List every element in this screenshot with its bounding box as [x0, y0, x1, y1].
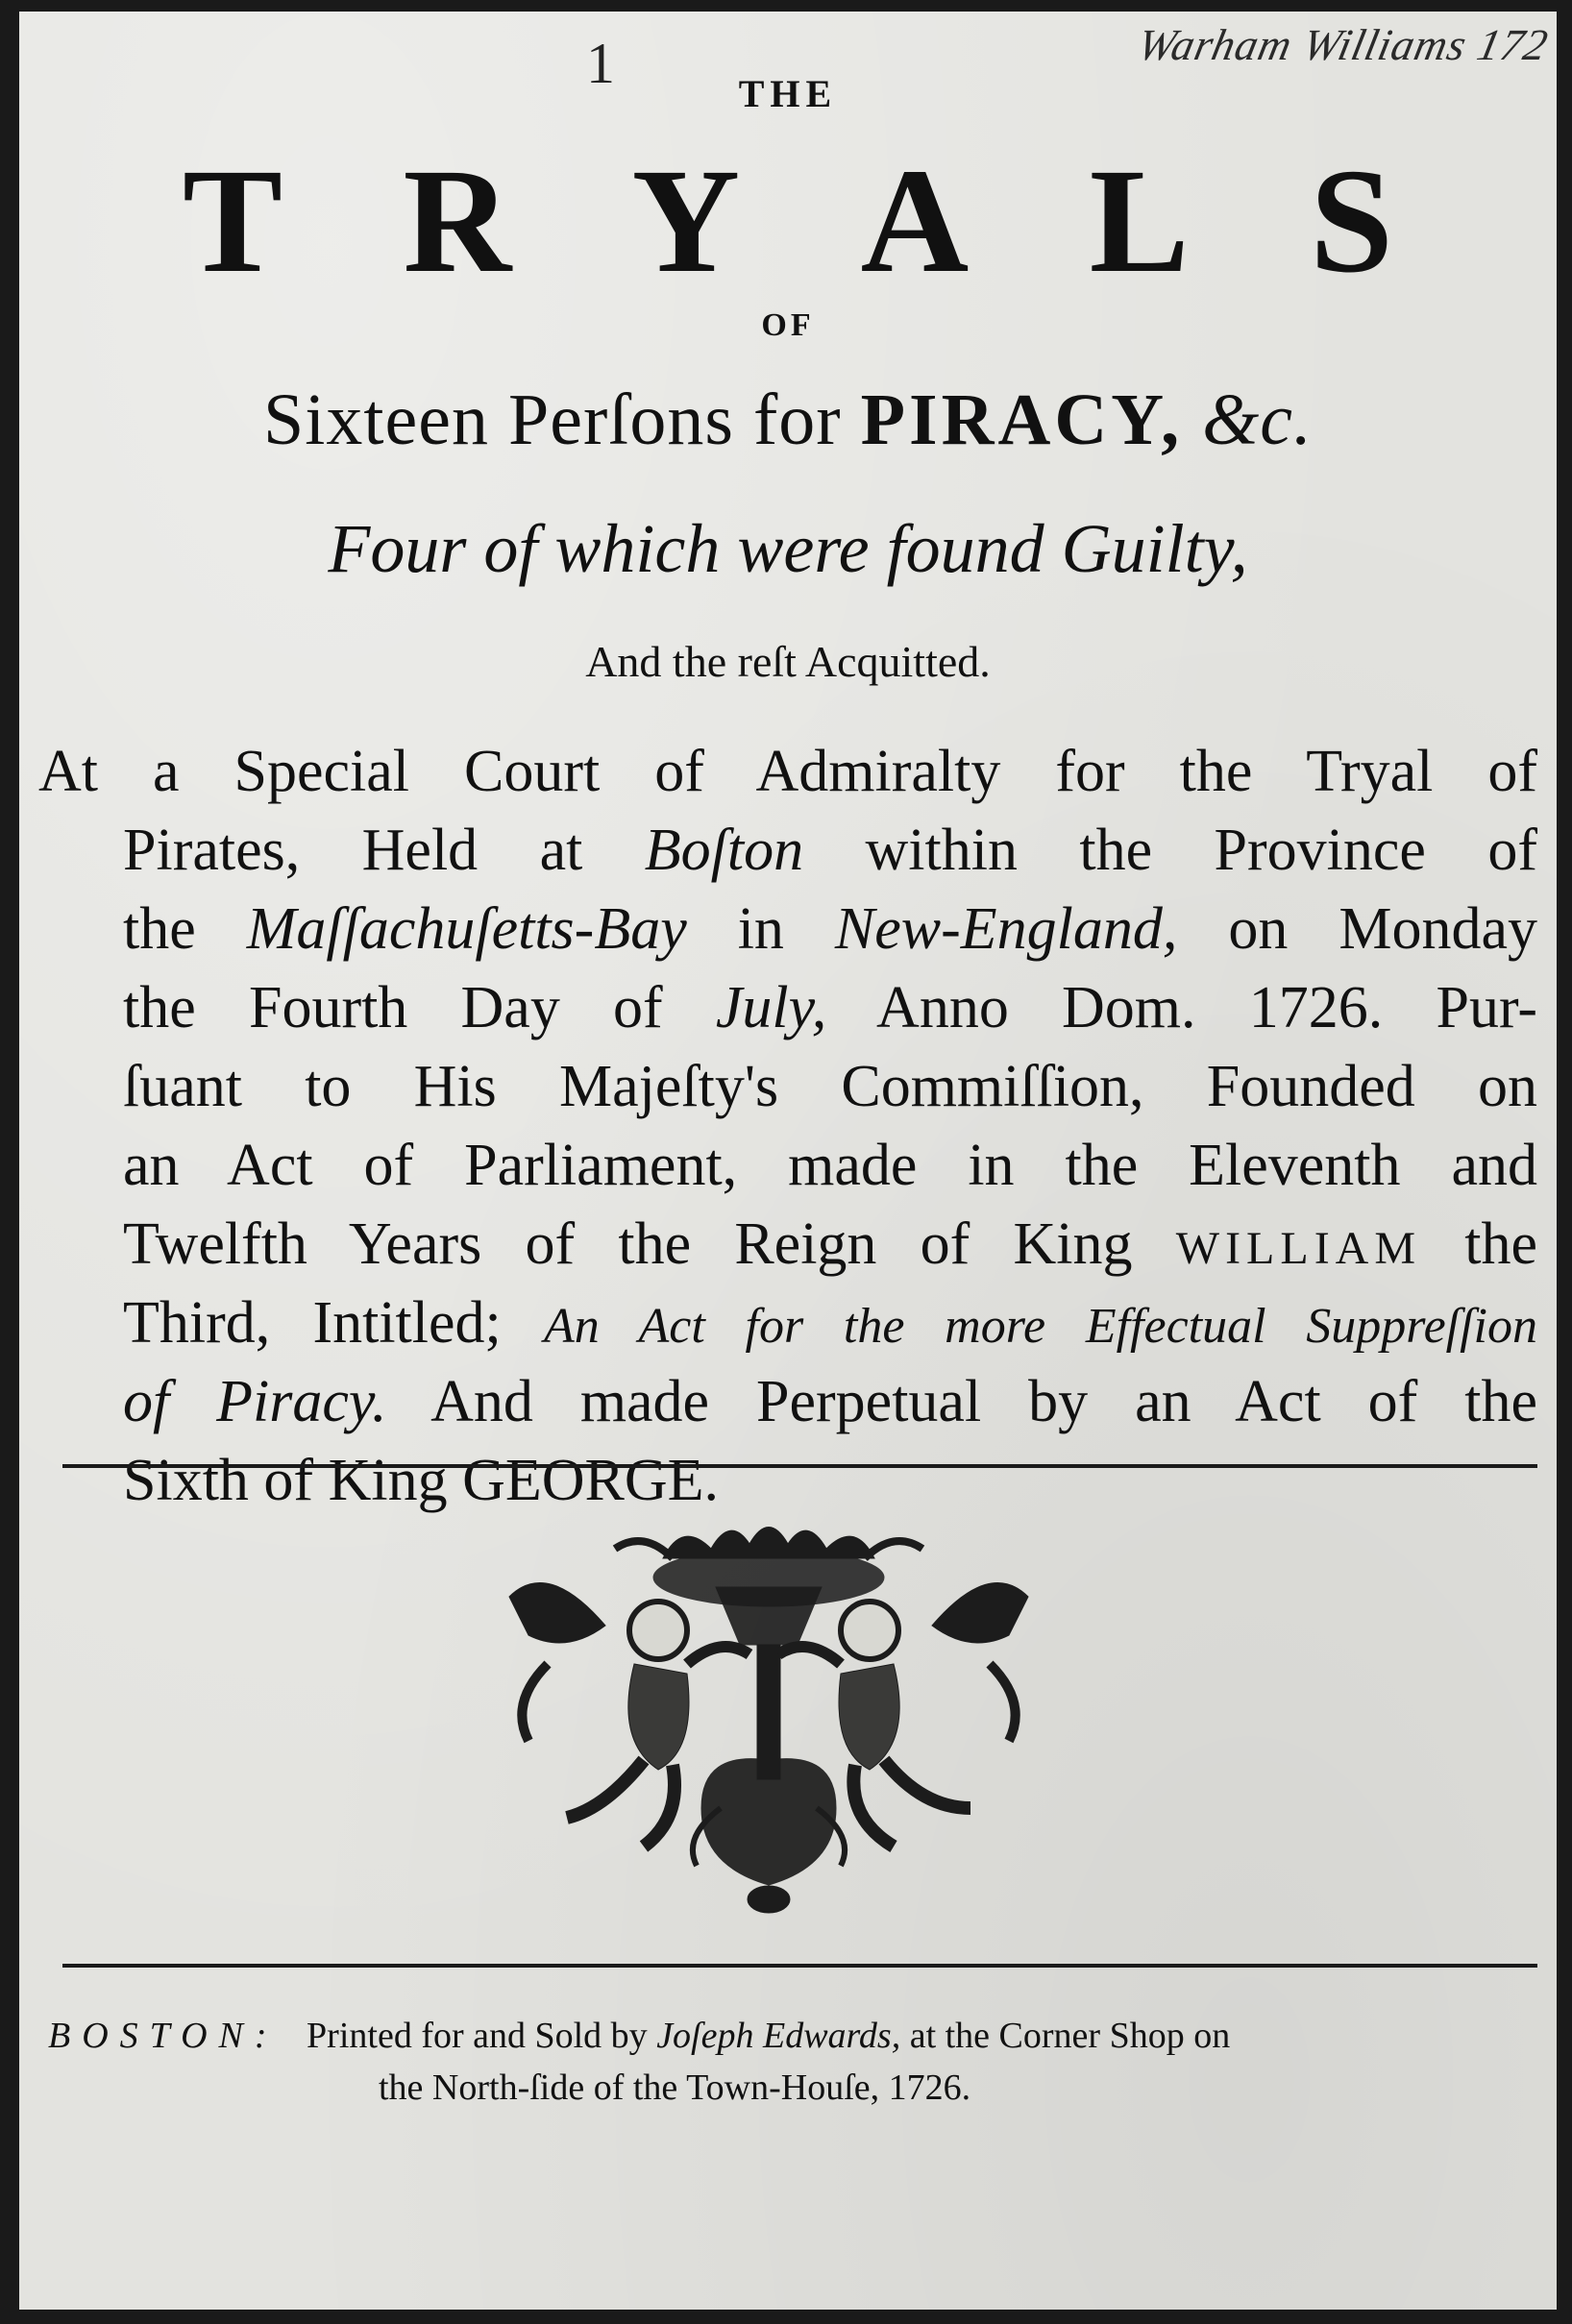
- body-line: [38, 811, 1537, 890]
- title-letter: S: [1310, 137, 1393, 304]
- act-title: An Act for the more Effectual Suppreſſion: [543, 1299, 1537, 1354]
- title-page: [19, 12, 1557, 2310]
- body-line: [38, 1205, 1537, 1284]
- body-line: [38, 968, 1537, 1047]
- body-line: [38, 890, 1537, 968]
- body-line-text: At a Special Court of Admiralty for the Tryal of: [38, 739, 1537, 804]
- printer-name: Joſeph Edwards,: [656, 2016, 901, 2056]
- subtitle-start: Sixteen Perſons for: [262, 379, 842, 460]
- body-line-text: on Monday: [1228, 896, 1538, 962]
- place-name: Maſſachuſetts-Bay: [246, 896, 687, 962]
- divider-rule: [62, 1464, 1537, 1468]
- body-line: [38, 1362, 1537, 1441]
- body-line-text: Twelfth Years of the Reign of King: [123, 1211, 1133, 1277]
- title-letter: R: [403, 137, 512, 304]
- title-letter: A: [860, 137, 970, 304]
- act-title-end: of Piracy.: [123, 1369, 387, 1434]
- body-line: [38, 1441, 1537, 1520]
- subtitle-piracy: PIRACY,: [860, 379, 1184, 460]
- title-the: THE: [738, 72, 838, 115]
- body-line: [38, 1126, 1537, 1205]
- subtitle-etc: &c.: [1202, 379, 1313, 460]
- body-line-text: in: [737, 896, 784, 962]
- imprint-text: at the Corner Shop on: [909, 2016, 1231, 2056]
- body-line-text: within the Province of: [865, 818, 1538, 883]
- imprint-city: BOSTON:: [48, 2016, 279, 2056]
- imprint-text: Printed for and Sold by: [307, 2016, 648, 2056]
- place-name: New-England,: [834, 896, 1178, 962]
- body-line-text: the: [123, 896, 196, 962]
- handwritten-mark: 1: [586, 32, 615, 95]
- body-line-text: Pirates, Held at: [123, 818, 583, 883]
- place-name: Boſton: [644, 818, 804, 883]
- cherub-ornament-icon: [490, 1520, 1047, 1923]
- body-line-text: ſuant to His Majeſty's Commiſſion, Founded on: [123, 1054, 1537, 1119]
- body-line-text: an Act of Parliament, made in the Eleventh and: [123, 1133, 1537, 1198]
- acquitted-line: And the reſt Acquitted.: [585, 637, 991, 686]
- body-line: [38, 1284, 1537, 1362]
- body-line-text: the: [1464, 1211, 1538, 1277]
- divider-rule: [62, 1964, 1537, 1968]
- body-text: [38, 732, 1537, 1520]
- title-letter: Y: [631, 137, 741, 304]
- title-tryals: [183, 137, 1393, 304]
- title-letter: T: [183, 137, 283, 304]
- month-name: July,: [715, 975, 827, 1040]
- body-line-text: Anno Dom. 1726. Pur-: [876, 975, 1537, 1040]
- body-line: [38, 732, 1537, 811]
- body-line-text: Third, Intitled;: [123, 1290, 502, 1356]
- title-of: OF: [761, 307, 815, 343]
- body-line-text: Sixth of King GEORGE.: [123, 1448, 719, 1513]
- subtitle: [19, 379, 1557, 462]
- body-line-text: And made Perpetual by an Act of the: [430, 1369, 1537, 1434]
- verdict-line: Four of which were found Guilty,: [328, 510, 1248, 587]
- body-line-text: the Fourth Day of: [123, 975, 663, 1040]
- body-line: [38, 1047, 1537, 1126]
- handwritten-signature: Warham Williams 172: [1133, 20, 1553, 69]
- imprint-line: the North-ſide of the Town-Houſe, 1726.: [379, 2067, 971, 2108]
- king-name: WILLIAM: [1175, 1223, 1422, 1274]
- imprint: [48, 2010, 1557, 2114]
- title-letter: L: [1089, 137, 1190, 304]
- imprint-line: [48, 2010, 1557, 2062]
